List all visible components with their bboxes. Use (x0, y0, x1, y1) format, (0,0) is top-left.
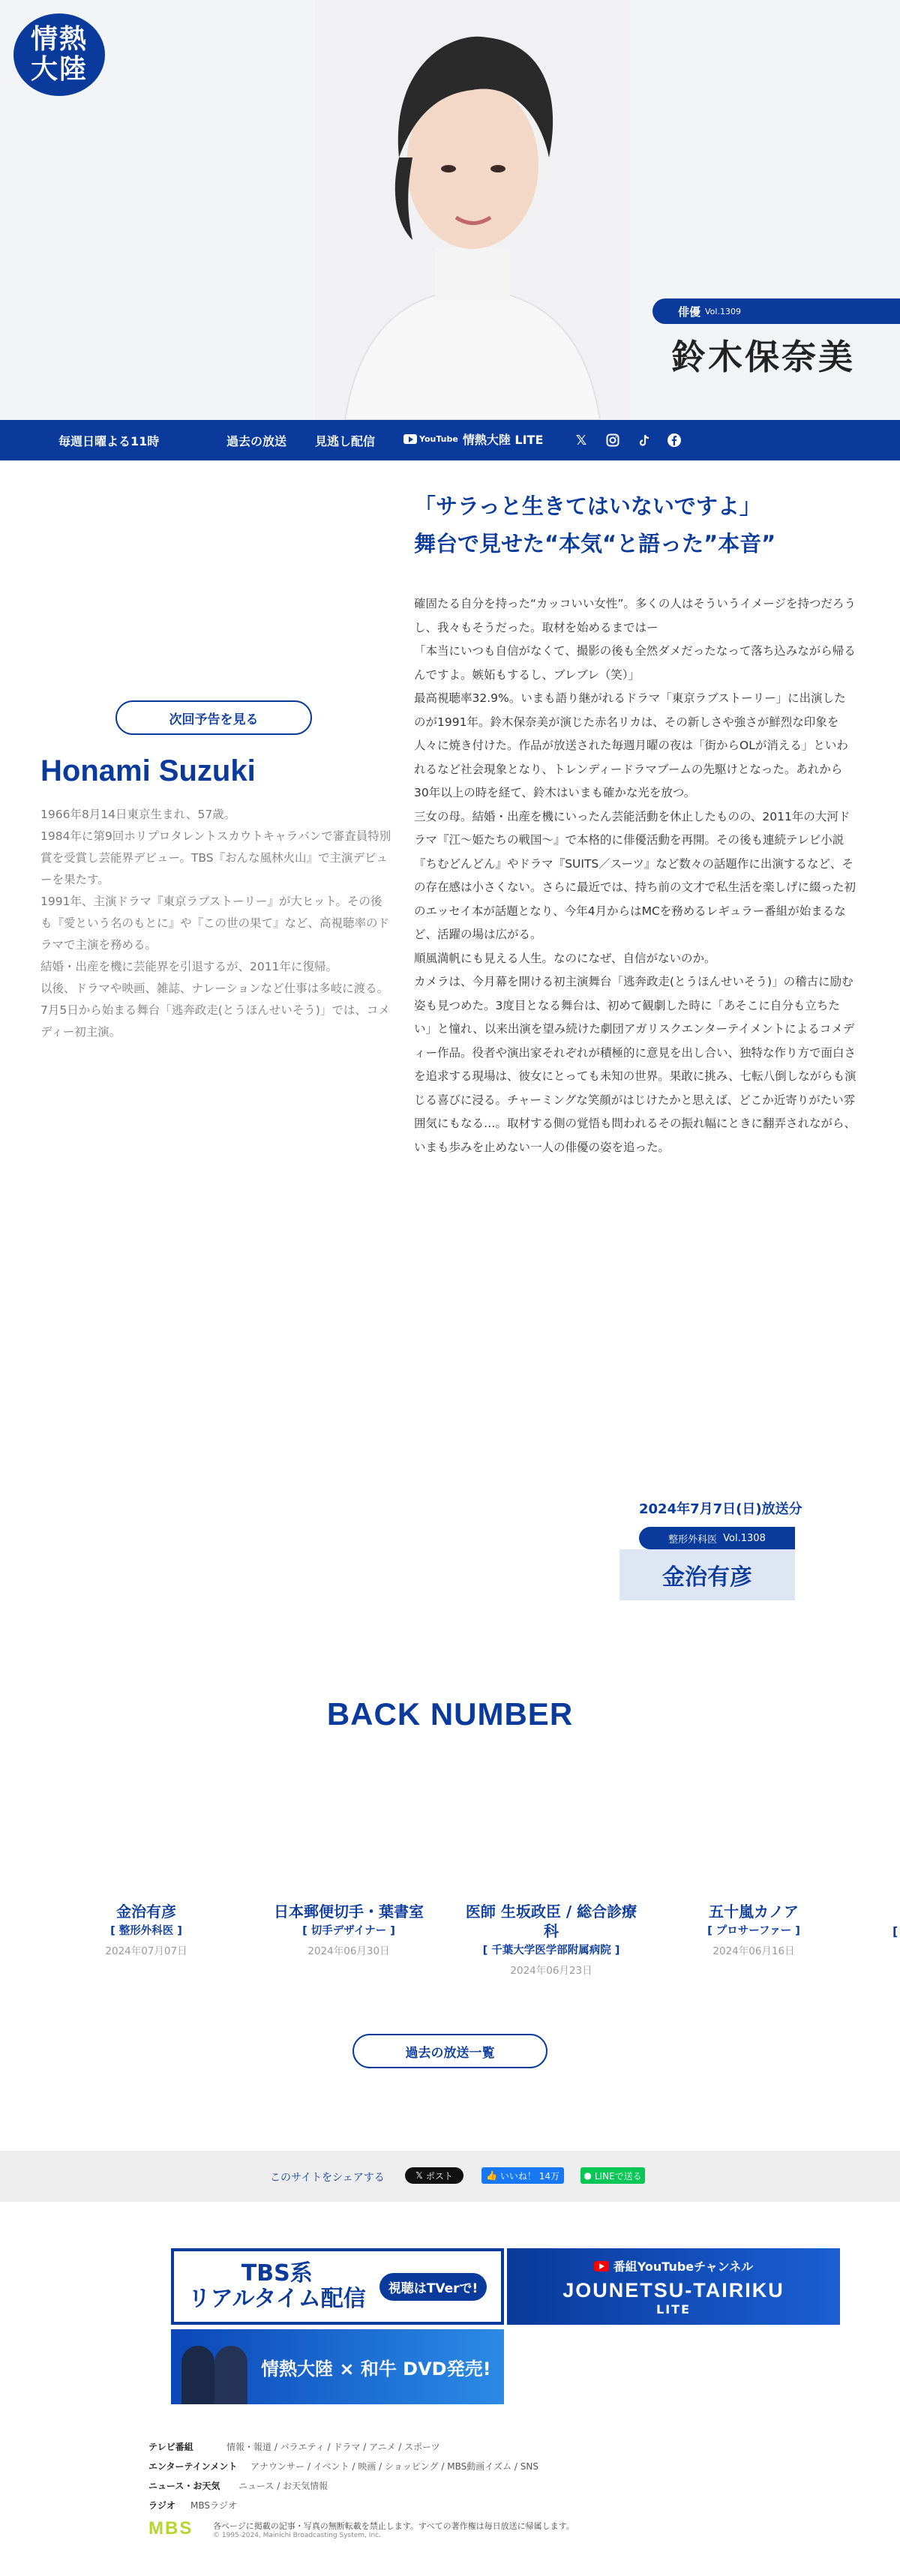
facebook-icon[interactable] (666, 432, 682, 448)
bio-line: 7月5日から始まる舞台「逃奔政走(とうほんせいそう)」では、コメディー初主演。 (40, 1003, 390, 1039)
next-episode-role: 整形外科医 (668, 1534, 718, 1546)
mbs-logo[interactable]: MBS (148, 2518, 194, 2539)
x-icon: 𝕏 (416, 2170, 423, 2181)
back-number-job: [ 千葉大学医学部附属病院 ] (482, 1945, 620, 1957)
footer-links[interactable]: MBSラジオ (190, 2500, 237, 2511)
back-number-item[interactable] (668, 1902, 840, 1957)
hero (0, 0, 900, 420)
next-episode-card[interactable]: 金治有彦 (620, 1549, 795, 1600)
bio-line: 1991年、主演ドラマ『東京ラブストーリー』が大ヒット。その後も『愛という名のもとに』や『この世の果て』など、高視聴率のドラマで主演を務める。 (40, 895, 390, 952)
youtube-channel-lite: LITE (656, 2302, 691, 2317)
article-headline (414, 487, 864, 562)
thumbs-up-icon: 👍 (485, 2170, 497, 2181)
headline-line-1: 「サラっと生きてはいないですよ」 (414, 493, 761, 519)
dvd-people-image (171, 2329, 254, 2404)
nav-past-broadcasts[interactable]: 過去の放送 (226, 434, 287, 448)
tiktok-icon[interactable] (636, 432, 652, 448)
profile-bio (40, 804, 393, 1043)
youtube-channel-head: 番組YouTubeチャンネル (507, 2257, 840, 2275)
next-episode-date: 2024年7月7日(日)放送分 (639, 1501, 802, 1517)
past-broadcasts-button[interactable]: 過去の放送一覧 (352, 2034, 548, 2068)
footer-links[interactable]: アナウンサー / イベント / 映画 / ショッピング / MBS動画イズム / SNS (250, 2461, 538, 2472)
youtube-channel-name: JOUNETSU-TAIRIKU (562, 2279, 784, 2302)
body-paragraph: 順風満帆にも見える人生。なのになぜ、自信がないのか。 (414, 951, 716, 965)
back-number-job: [ プロサーファー ] (707, 1925, 800, 1937)
body-paragraph: 最高視聴率32.9%。いまも語り継がれるドラマ「東京ラブストーリー」に出演したのが1991年。鈴木保奈美が演じた赤名リカは、その新しさや強さが鮮烈な印象を人々に焼き付けた。作品が放送された毎週月曜の夜は「街からOLが消える」といわれるなど社会現象となり、トレンディードラマブームの先駆けとなった。あれから30年以上の時を経て、鈴木はいまも確かな光を放つ。 (414, 691, 848, 799)
next-episode-vol: Vol.1308 (723, 1532, 766, 1544)
body-paragraph: 「本当にいつも自信がなくて、撮影の後も全然ダメだったなって落ち込みながら帰るんですよ。嫉妬もするし、ブレブレ（笑）」 (414, 644, 856, 682)
headline-line-2: 舞台で見せた“本気“と語った”本音” (414, 531, 776, 556)
nav-catchup[interactable]: 見逃し配信 (315, 434, 376, 448)
youtube-icon (594, 2261, 609, 2272)
youtube-channel-banner[interactable] (507, 2248, 840, 2325)
profile-role-tag (652, 298, 900, 324)
back-number-job: [ 切手デザイナー ] (302, 1925, 395, 1937)
dvd-banner[interactable] (171, 2329, 504, 2404)
footer-row: ラジオ MBSラジオ (148, 2500, 237, 2511)
back-number-item[interactable] (465, 1902, 638, 1977)
share-label: このサイトをシェアする (270, 2172, 385, 2184)
back-number-name: 医師 生坂政臣 / 総合診療科 (465, 1903, 638, 1940)
back-number-date: 2024年06月30日 (308, 1945, 390, 1957)
copyright-notice: 各ページに掲載の記事・写真の無断転載を禁止します。すべての著作権は毎日放送に帰属します。 (213, 2521, 574, 2531)
back-number-date: 2024年06月23日 (510, 1965, 592, 1977)
bio-line: 以後、ドラマや映画、雑誌、ナレーションなど仕事は多岐に渡る。 (40, 982, 389, 995)
x-icon[interactable]: 𝕏 (575, 432, 587, 448)
footer-links[interactable]: 情報・報道 / バラエティ / ドラマ / アニメ / スポーツ (226, 2442, 440, 2452)
line-icon: ● (584, 2170, 592, 2181)
body-paragraph: 三女の母。結婚・出産を機にいったん芸能活動を休止したものの、2011年の大河ドラマ『江〜姫たちの戦国〜』で本格的に俳優活動を再開。その後も連続テレビ小説『ちむどんどん』やドラマ『SUITS／スーツ』など数々の話題作に出演するなど、その存在感は小さくない。さらに最近では、持ち前の文才で私生活を楽しげに綴った初のエッセイ本が話題となり、今年4月からはMCを務めるレギュラー番組が始まるなど、活躍の場は広がる。 (414, 809, 856, 941)
bio-line: 1966年8月14日東京生まれ、57歳。 (40, 808, 236, 821)
tver-banner[interactable] (171, 2248, 504, 2325)
back-number-partial-item[interactable]: [ (892, 1924, 898, 1939)
back-number-item[interactable] (262, 1902, 435, 1957)
footer-links[interactable]: ニュース / お天気情報 (238, 2481, 328, 2491)
next-preview-button[interactable]: 次回予告を見る (116, 700, 312, 735)
back-number-name: 日本郵便切手・葉書室 (274, 1903, 424, 1921)
instagram-icon[interactable] (604, 432, 621, 448)
youtube-icon: YouTube (404, 434, 458, 444)
back-number-name: 金治有彦 (116, 1903, 176, 1921)
share-line-button[interactable]: ● LINEで送る (580, 2167, 645, 2184)
share-x-button[interactable]: 𝕏 ポスト (405, 2167, 464, 2184)
profile-name: 鈴木保奈美 (671, 337, 855, 377)
air-time: 毎週日曜よる11時 (58, 434, 160, 448)
tver-sub-text: 視聴はTVerで! (380, 2273, 488, 2301)
profile-vol: Vol.1309 (705, 306, 741, 316)
back-number-date: 2024年06月16日 (712, 1945, 795, 1957)
bio-line: 結婚・出産を機に芸能界を引退するが、2011年に復帰。 (40, 960, 338, 973)
site-logo[interactable] (14, 13, 105, 96)
back-number-title: BACK NUMBER (326, 1696, 574, 1732)
copyright-year: © 1995-2024, Mainichi Broadcasting System, Inc. (213, 2532, 381, 2539)
profile-role: 俳優 (678, 304, 701, 319)
footer-row: エンターテインメント アナウンサー / イベント / 映画 / ショッピング / MBS動画イズム / SNS (148, 2461, 538, 2472)
portrait-photo (315, 0, 630, 420)
back-number-item[interactable] (60, 1902, 232, 1957)
back-number-date: 2024年07月07日 (105, 1945, 188, 1957)
share-bar (0, 2151, 900, 2202)
youtube-lite-label: 情熱大陸 LITE (462, 433, 544, 447)
body-paragraph: カメラは、今月幕を開ける初主演舞台「逃奔政走(とうほんせいそう)」の稽古に励む姿も見つめた。3度目となる舞台は、初めて観劇した時に「あそこに自分も立ちたい」と憧れ、以来出演を望み続けた劇団アガリスクエンターテイメントによるコメディー作品。役者や演出家それぞれが積極的に意見を出し合い、独特な作り方で面白さを追求する現場は、彼女にとっても未知の世界。果敢に挑み、七転八倒しながらも演じる喜びに浸る。チャーミングな笑顔がはじけたかと思えば、どこか近寄りがたい雰囲気にもなる…。取材する側の覚悟も問われるその振れ幅にときに翻弄されながら、いまも歩みを止めない一人の俳優の姿を追った。 (414, 975, 856, 1154)
tver-main-text: TBS系 リアルタイム配信 (188, 2260, 366, 2312)
dvd-text: 情熱大陸 × 和牛 DVD発売! (261, 2358, 491, 2380)
article-body (414, 592, 856, 1159)
footer-row: ニュース・お天気 ニュース / お天気情報 (148, 2481, 328, 2491)
english-name: Honami Suzuki (40, 754, 256, 787)
back-number-job: [ 整形外科医 ] (110, 1925, 182, 1937)
body-paragraph: 確固たる自分を持った“カッコいい女性”。多くの人はそういうイメージを持つだろうし、我々もそうだった。取材を始めるまではー (414, 597, 856, 634)
back-number-name: 五十嵐カノア (709, 1903, 799, 1921)
main-nav (0, 420, 900, 460)
footer-row: テレビ番組 情報・報道 / バラエティ / ドラマ / アニメ / スポーツ (148, 2442, 440, 2452)
logo-text: 情熱大陸 (30, 24, 88, 85)
bio-line: 1984年に第9回ホリプロタレントスカウトキャラバンで審査員特別賞を受賞し芸能界デビュー。TBS『おんな風林火山』で主演デビューを果たす。 (40, 829, 392, 886)
share-facebook-button[interactable]: 👍 いいね！ 14万 (482, 2167, 564, 2184)
next-episode-tag (639, 1527, 795, 1549)
nav-youtube-lite[interactable] (404, 430, 543, 448)
